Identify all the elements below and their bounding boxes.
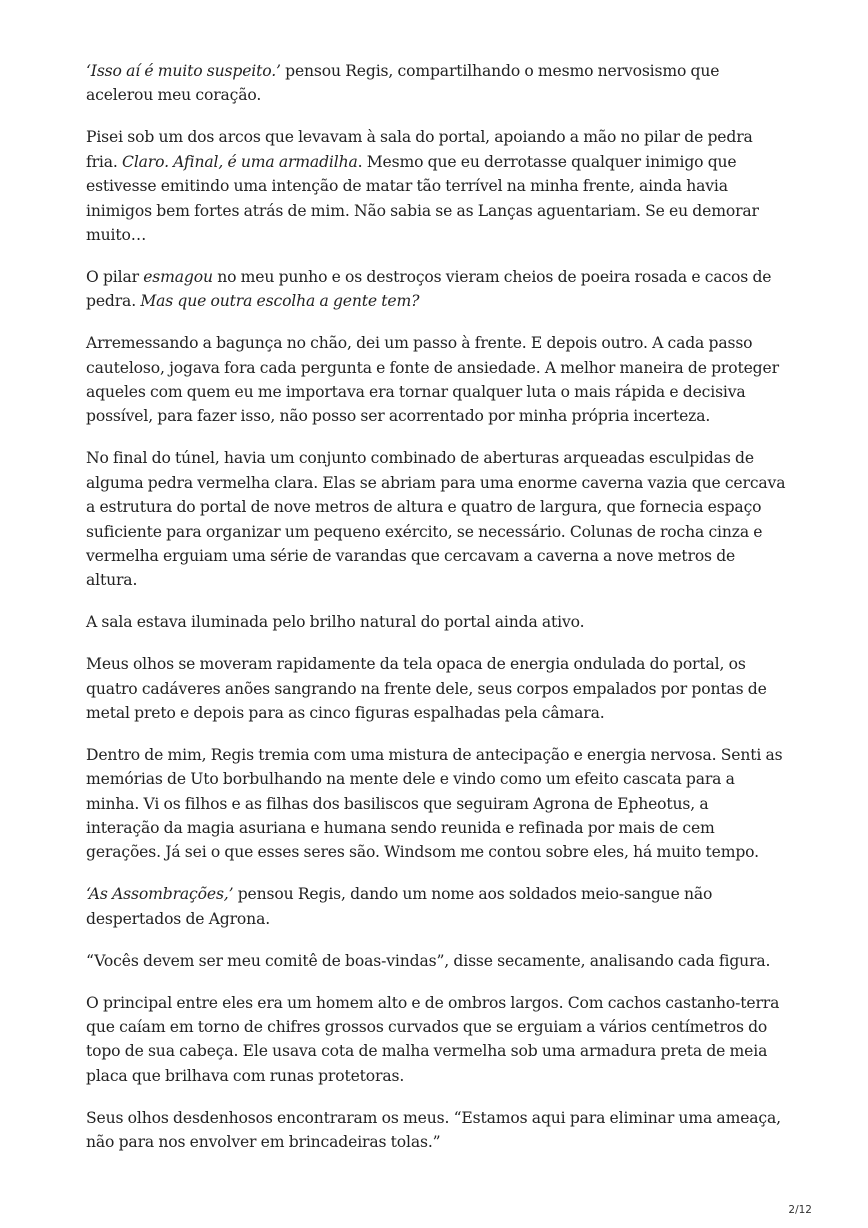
paragraph [86, 331, 786, 429]
paragraph-text: Seus olhos desdenhosos encontraram os meus. “Estamos aqui para eliminar uma ameaça, não para nos envolver em brincadeiras tolas.” [86, 1108, 781, 1152]
paragraph-text-italic: ‘As Assombrações,’ [86, 885, 234, 904]
paragraph-text-italic: Claro. Afinal, é uma armadilha [122, 152, 358, 171]
paragraph-text: Meus olhos se moveram rapidamente da tela opaca de energia ondulada do portal, os quatro cadáveres anões sangrando na frente dele, seus corpos empalados por pontas de metal preto e depois para as cinco figuras espalhadas pela câmara. [86, 655, 767, 722]
paragraph [86, 882, 786, 931]
paragraph [86, 652, 786, 725]
paragraph-text: pensou Regis, dando um nome aos soldados meio-sangue não despertados de Agrona. [86, 885, 713, 928]
paragraph-text-italic: Mas que outra escolha a gente tem? [140, 292, 420, 311]
paragraph [86, 125, 786, 247]
paragraph-text: pensou Regis, compartilhando o mesmo nervosismo que acelerou meu coração. [86, 62, 720, 105]
paragraph-text-italic: ‘Isso aí é muito suspeito.’ [86, 62, 281, 80]
page-number: 2/12 [788, 1204, 812, 1216]
paragraph-text: O pilar [86, 267, 144, 286]
paragraph-text: . Mesmo que eu derrotasse qualquer inimigo que estivesse emitindo uma intenção de matar tão terrível na minha frente, ainda havia inimigos bem fortes atrás de mim. Não sabia se as Lanças aguentariam. Se eu demorar muito… [86, 152, 759, 244]
paragraph [86, 265, 786, 314]
paragraph [86, 991, 786, 1089]
paragraph-text: Arremessando a bagunça no chão, dei um passo à frente. E depois outro. A cada passo cauteloso, jogava fora cada pergunta e fonte de ansiedade. A melhor maneira de proteger aqueles com quem eu me importava era tornar qualquer luta o mais rápida e decisiva possível, para fazer isso, não posso ser acorrentado por minha própria incerteza. [86, 334, 779, 426]
paragraph-text-italic: esmagou [143, 267, 213, 286]
paragraph-text: No final do túnel, havia um conjunto combinado de aberturas arqueadas esculpidas de alguma pedra vermelha clara. Elas se abriam para uma enorme caverna vazia que cercava a estrutura do portal de nove metros de altura e quatro de largura, que fornecia espaço suficiente para organizar um pequeno exército, se necessário. Colunas de rocha cinza e vermelha erguiam uma série de varandas que cercavam a caverna a nove metros de altura. [86, 449, 786, 590]
paragraph [86, 446, 786, 592]
paragraph [86, 59, 786, 108]
paragraph [86, 949, 786, 973]
paragraph-text: Dentro de mim, Regis tremia com uma mistura de antecipação e energia nervosa. Senti as memórias de Uto borbulhando na mente dele e vindo como um efeito cascata para a minha. Vi os filhos e as filhas dos basiliscos que seguiram Agrona de Epheotus, a interação da magia asuriana e humana sendo reunida e refinada por mais de cem gerações. Já sei o que esses seres são. Windsom me contou sobre eles, há muito tempo. [86, 745, 783, 862]
paragraph [86, 1106, 786, 1155]
paragraph-text: O principal entre eles era um homem alto e de ombros largos. Com cachos castanho-terra que caíam em torno de chifres grossos curvados que se erguiam a vários centímetros do topo de sua cabeça. Ele usava cota de malha vermelha sob uma armadura preta de meia placa que brilhava com runas protetoras. [86, 993, 780, 1085]
paragraph [86, 743, 786, 865]
paragraph-text: Pisei sob um dos arcos que levavam à sala do portal, apoiando a mão no pilar de pedra fria. [86, 128, 753, 171]
document-body [86, 59, 786, 1172]
paragraph-text: A sala estava iluminada pelo brilho natural do portal ainda ativo. [86, 613, 585, 632]
paragraph-text: no meu punho e os destroços vieram cheios de poeira rosada e cacos de pedra. [86, 267, 772, 311]
paragraph-text: “Vocês devem ser meu comitê de boas-vindas”, disse secamente, analisando cada figura. [86, 951, 771, 970]
paragraph [86, 610, 786, 634]
